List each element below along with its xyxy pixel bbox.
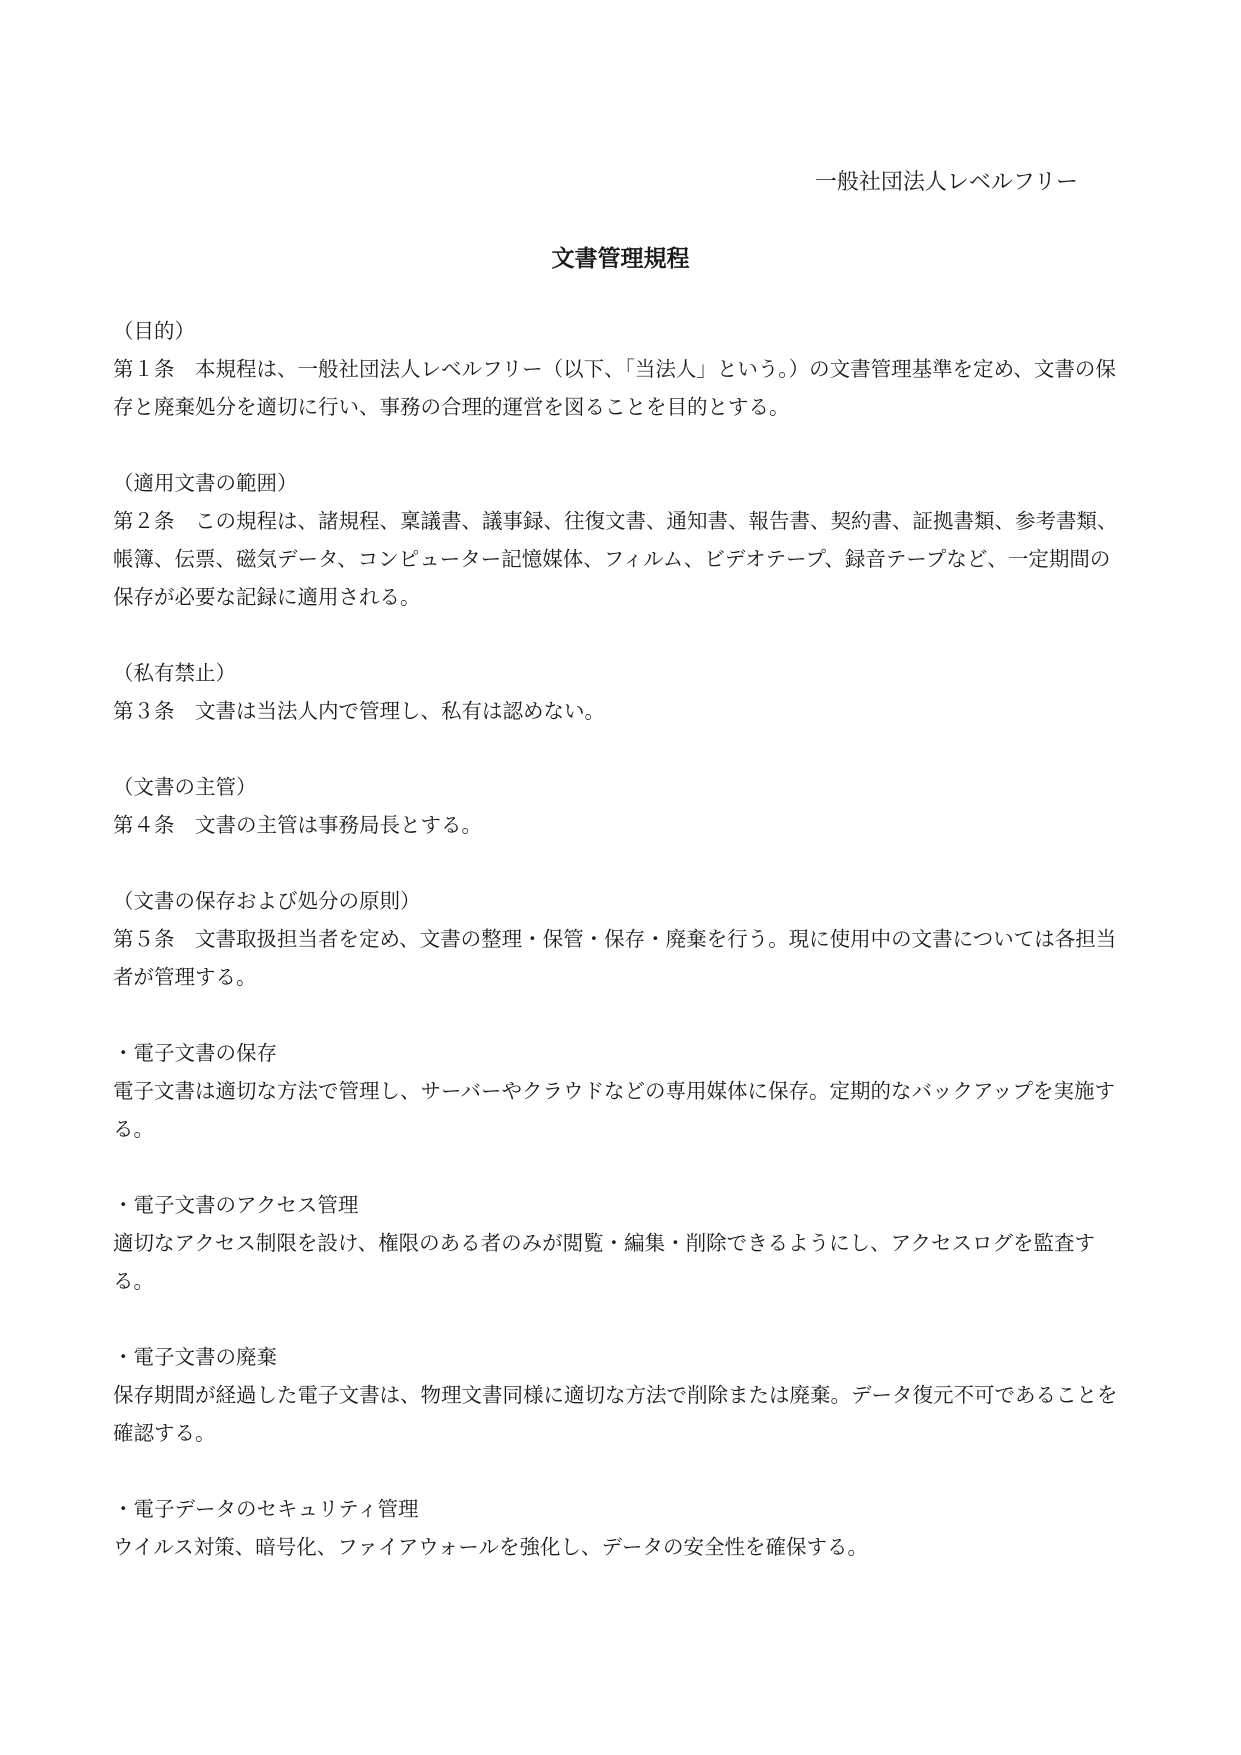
section-heading: ・電子文書のアクセス管理 [113,1193,359,1217]
section-heading: ・電子文書の廃棄 [113,1345,277,1369]
section-text: 第３条 文書は当法人内で管理し、私有は認めない。 [113,699,605,723]
section-text: 第２条 この規程は、諸規程、稟議書、議事録、往復文書、通知書、報告書、契約書、証拠書類、参考書類、帳簿、伝票、磁気データ、コンピューター記憶媒体、フィルム、ビデオテープ、録音テープなど、一定期間の保存が必要な記録に適用される。 [113,509,1118,609]
section-heading: （適用文書の範囲） [113,471,298,495]
electronic-disposal [113,1338,1128,1452]
section-text: 適切なアクセス制限を設け、権限のある者のみが閲覧・編集・削除できるようにし、アクセスログを監査する。 [113,1231,1095,1293]
section-heading: （文書の保存および処分の原則） [113,889,421,913]
article-4 [113,768,1128,844]
electronic-security [113,1490,1128,1566]
electronic-storage [113,1034,1128,1148]
section-text: ウイルス対策、暗号化、ファイアウォールを強化し、データの安全性を確保する。 [113,1535,869,1559]
section-text: 第１条 本規程は、一般社団法人レベルフリー（以下、「当法人」という。）の文書管理基準を定め、文書の保存と廃棄処分を適切に行い、事務の合理的運営を図ることを目的とする。 [113,357,1116,419]
section-text: 第５条 文書取扱担当者を定め、文書の整理・保管・保存・廃棄を行う。現に使用中の文書については各担当者が管理する。 [113,927,1117,989]
section-heading: （私有禁止） [113,661,236,685]
organization-name: 一般社団法人レベルフリー [814,170,1078,195]
section-heading: （文書の主管） [113,775,257,799]
section-text: 第４条 文書の主管は事務局長とする。 [113,813,482,837]
article-1 [113,312,1128,426]
section-text: 電子文書は適切な方法で管理し、サーバーやクラウドなどの専用媒体に保存。定期的なバックアップを実施する。 [113,1079,1116,1141]
electronic-access-control [113,1186,1128,1300]
document-title: 文書管理規程 [551,246,690,272]
section-heading: ・電子データのセキュリティ管理 [113,1497,419,1521]
article-2 [113,464,1128,616]
section-text: 保存期間が経過した電子文書は、物理文書同様に適切な方法で削除または廃棄。データ復元不可であることを確認する。 [113,1383,1118,1445]
article-5 [113,882,1128,996]
section-heading: ・電子文書の保存 [113,1041,277,1065]
section-heading: （目的） [113,319,195,343]
document-body [113,312,1128,1604]
article-3 [113,654,1128,730]
